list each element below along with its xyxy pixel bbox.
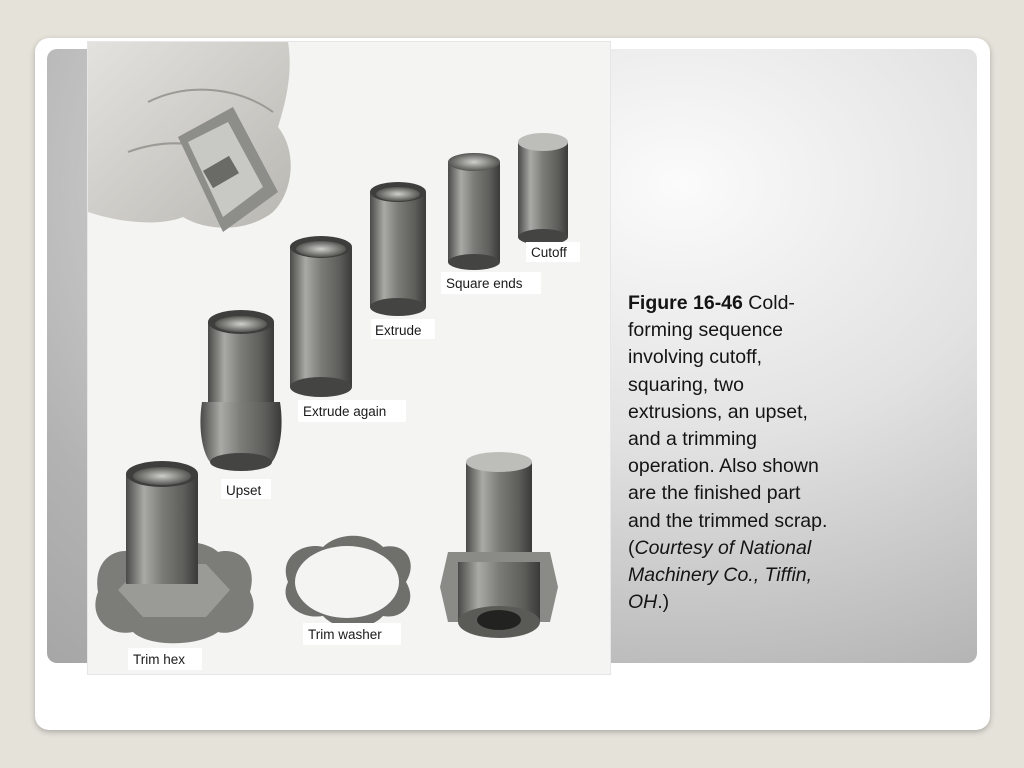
caption-courtesy: Courtesy of National Machinery Co., Tiffin, OH [628, 536, 813, 614]
label-square-ends: Square ends [446, 276, 523, 291]
label-trim-hex: Trim hex [133, 652, 186, 667]
cold-forming-photo [88, 42, 610, 674]
label-upset: Upset [226, 483, 262, 498]
label-trim-washer: Trim washer [308, 627, 382, 642]
extrude-part [370, 182, 426, 316]
label-extrude-again: Extrude again [303, 404, 387, 419]
cutoff-billet [518, 133, 568, 245]
figure-caption [628, 290, 838, 616]
upset-part [200, 310, 281, 471]
label-extrude: Extrude [375, 323, 422, 338]
finished-part [440, 452, 558, 638]
figure-number: Figure 16-46 [628, 292, 743, 314]
caption-description: Cold-forming sequence involving cutoff, squaring, two extrusions, an upset, and a trimming operation. Also shown are the finished part and the trimmed scrap. ( [628, 292, 828, 559]
extrude-again-part [290, 236, 352, 397]
square-ends-part [448, 153, 500, 270]
label-cutoff: Cutoff [531, 245, 567, 260]
caption-closing: .) [657, 591, 670, 614]
trim-washer-scrap [286, 536, 411, 628]
